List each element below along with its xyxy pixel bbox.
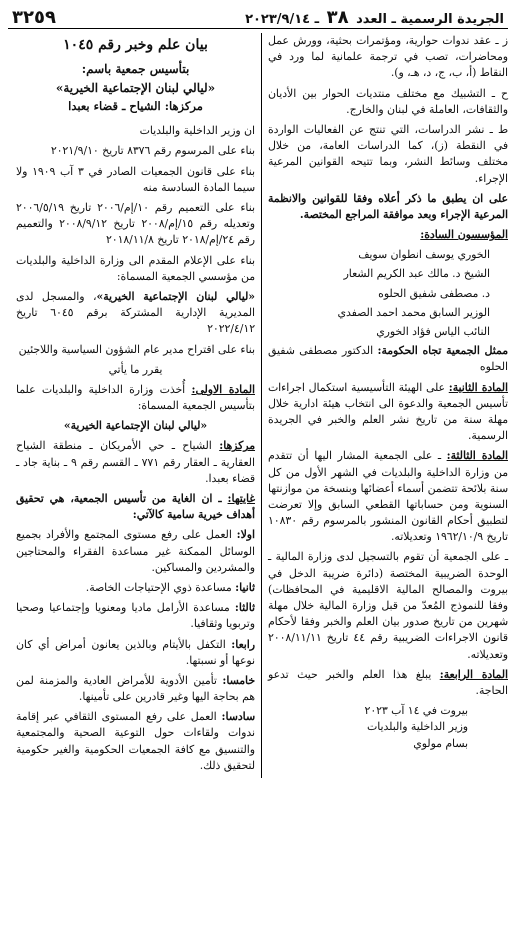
decision-line: يقرر ما يأتي xyxy=(108,362,163,376)
article-label: المادة الثالثة: xyxy=(446,449,508,463)
paragraph-bold: على ان يطبق ما ذكر أعلاه وفقا للقوانين والانظمة المرعية الإجراء وبعد موافقة المراجع المختصة. xyxy=(268,191,508,221)
article-1 xyxy=(16,382,255,414)
article-4 xyxy=(268,667,508,699)
article-2 xyxy=(268,380,508,445)
goal-item xyxy=(16,709,255,774)
goal-item xyxy=(16,580,255,596)
article-text: على الهيئة التأسيسية استكمال اجراءات تأسيس الجمعية والدعوة الى انتخاب هيئة ادارية خلال مهلة سنة من تاريخ نشر العلم والخبر في الجريدة الرسمية. xyxy=(268,380,508,443)
goal-text: العمل على رفع مستوى المجتمع والأفراد بجميع الوسائل الممكنة غير مساعدة الفقراء والمحتاجين والمشردين والمساكين. xyxy=(16,528,255,574)
signature-line: وزير الداخلية والبلديات xyxy=(367,720,468,734)
hq-text: الشياح ـ حي الأمريكان ـ منطقة الشياح العقارية ـ العقار رقم ٧٧١ ـ القسم رقم ٩ ـ بناية جاد ـ قضاء بعبدا. xyxy=(16,439,255,485)
signature-block xyxy=(268,703,508,752)
paragraph: بناء على المرسوم رقم ٨٣٧٦ تاريخ ٢٠٢١/٩/١٠ xyxy=(50,144,255,158)
signature-line: بسام مولوي xyxy=(413,736,468,750)
goal-label: خامسا: xyxy=(222,673,255,687)
notice-title: بيان علم وخبر رقم ١٠٤٥ xyxy=(63,37,208,53)
article-text: يبلغ هذا العلم والخبر حيث تدعو الحاجة. xyxy=(268,667,508,697)
paragraph-text: ، والمسجل لدى المديرية الإدارية المشتركة برقم ٦٠٤٥ تاريخ ٢٠٢٢/٤/١٢ xyxy=(16,289,255,336)
paragraph: بناء على قانون الجمعيات الصادر في ٣ آب ١٩٠٩ ولا سيما المادة السادسة منه xyxy=(16,164,255,194)
goal-label: اولا: xyxy=(236,528,255,542)
goal-label: ثانيا: xyxy=(235,580,255,594)
article-text: ـ على الجمعية المشار اليها أن تتقدم من وزارة الداخلية والبلديات في الشهر الأول من كل سنة بلائحة تتضمن أسماء أعضائها وبنسخة من موازنتها السنوية ومن حساباتها القطعي السابق وإلا تعرضت لتطبيق أحكام القانون المنشور بالمرسوم رقم ١٠٨٣٠ تاريخ ١٩٦٢/١٠/٩ وتعديلاته. xyxy=(268,449,508,544)
left-column xyxy=(16,33,262,778)
association-name: «ليالي لبنان الإجتماعية الخيرية» xyxy=(63,419,208,433)
goals xyxy=(16,491,255,523)
goal-item xyxy=(16,637,255,669)
hq-label: مركزها: xyxy=(219,439,256,453)
columns xyxy=(8,33,508,778)
goal-text: مساعدة الأرامل ماديا ومعنويا وإجتماعيا وصحيا وتربويا وثقافيا. xyxy=(16,601,255,631)
page-number: ٣٢٥٩ xyxy=(12,6,56,28)
headquarters xyxy=(16,438,255,487)
founders-list xyxy=(268,247,508,340)
article-3 xyxy=(268,448,508,545)
paragraph xyxy=(16,289,255,338)
goal-text: التكفل بالأيتام وبالذين يعانون أمراض أي كان نوعها أو نسبتها. xyxy=(16,637,255,667)
signature-line: بيروت في ١٤ آب ٢٠٢٣ xyxy=(364,704,468,718)
founder-item: الوزير السابق محمد احمد الصفدي xyxy=(337,305,490,319)
founder-item: د. مصطفى شفيق الحلوه xyxy=(378,286,490,300)
goal-item xyxy=(16,527,255,576)
paragraph: بناء على الإعلام المقدم الى وزارة الداخلية والبلديات من مؤسسي الجمعية المسماة: xyxy=(16,253,255,283)
representative-label: ممثل الجمعية تجاه الحكومة: xyxy=(377,344,508,358)
goal-text: العمل على رفع المستوى الثقافي عبر إقامة ندوات ولقاءات حول التوعية الصحية والمجتمعية والتنسيق مع كافة الجمعيات الحكومية والغير حكومية لتحقيق ذلك. xyxy=(16,710,255,772)
founder-item: النائب الياس فؤاد الخوري xyxy=(376,325,490,338)
article-label: المادة الثانية: xyxy=(448,380,508,394)
association-hq-heading: مركزها: الشياح ـ قضاء بعبدا xyxy=(68,99,203,113)
article-label: المادة الرابعة: xyxy=(439,667,508,681)
gazette-name: الجريدة الرسمية ـ العدد xyxy=(356,11,504,27)
goal-text: تأمين الأدوية للأمراض العادية والمزمنة لمن هم بحاجة اليها وغير قادرين على تأمينها. xyxy=(16,673,255,704)
goals-label: غايتها: xyxy=(227,492,255,505)
goal-label: سادسا: xyxy=(221,710,255,724)
paragraph: ـ على الجمعية أن تقوم بالتسجيل لدى وزارة المالية ـ الوحدة الضريبية المختصة (دائرة ضريبة الدخل في بيروت والمصالح المالية الاقليمية في المحافظات) وفقا للنموذج المُعدّ من قبل وزارة المالية خلال مهلة شهرين من تاريخ صدور بيان العلم والخبر وفقا لأحكام قانون الاجراءات الضريبية رقم ٤٤ تاريخ ٢٠٠٨/١١/١١ وتعديلاته. xyxy=(268,550,508,661)
paragraph: بناء على اقتراح مدير عام الشؤون السياسية واللاجئين xyxy=(18,342,255,356)
association-name: «ليالي لبنان الإجتماعية الخيرية» xyxy=(96,289,255,303)
association-name-heading: «ليالي لبنان الإجتماعية الخيرية» xyxy=(55,81,216,95)
gazette-issue-info xyxy=(245,7,504,28)
page-header xyxy=(8,6,508,29)
article-text: أُخذت وزارة الداخلية والبلديات علما بتأسيس الجمعية المسماة: xyxy=(16,382,255,413)
goal-text: مساعدة ذوي الإحتياجات الخاصة. xyxy=(85,580,232,594)
goal-label: رابعا: xyxy=(231,637,255,651)
paragraph: ان وزير الداخلية والبلديات xyxy=(139,124,255,138)
founder-item: الشيخ د. مالك عبد الكريم الشعار xyxy=(343,267,490,281)
goal-item xyxy=(16,673,255,705)
goal-label: ثالثا: xyxy=(234,601,255,615)
representative xyxy=(268,343,508,375)
right-column xyxy=(262,33,508,778)
goal-item xyxy=(16,600,255,632)
paragraph: بناء على التعميم رقم ١٠/إم/٢٠٠٦ تاريخ ٢٠٠٦/٥/١٩ وتعديله رقم ١٥/إم/٢٠٠٨ تاريخ ٢٠٠٨/٩/١٢ والتعميم رقم ٢٤/إم/٢٠١٨ تاريخ ٢٠١٨/١١/٨ xyxy=(16,201,255,247)
founder-item: الخوري يوسف انطوان سويف xyxy=(358,248,490,262)
founders-heading: المؤسسون السادة: xyxy=(420,228,508,242)
paragraph: ز ـ عقد ندوات حوارية، ومؤتمرات بحثية، وورش عمل ومحاضرات، تصب في ترجمة علمانية لما ورد في النقاط (أ، ب، ج، د، هـ، و). xyxy=(268,34,508,80)
issue-number: ٣٨ xyxy=(326,6,349,28)
paragraph: ط ـ نشر الدراسات، التي تنتج عن الفعاليات الواردة في النقطة (ز)، كما الدراسات العامة، من خلال مختلف وسائط النشر، وبما تتيحه القوانين المرعية الإجراء. xyxy=(268,122,508,185)
issue-date: ـ ٢٠٢٣/٩/١٤ xyxy=(245,11,320,27)
article-label: المادة الاولى: xyxy=(191,382,255,396)
representative-name: الدكتور مصطفى شفيق الحلوه xyxy=(268,344,508,374)
notice-subtitle: بتأسيس جمعية باسم: xyxy=(81,62,190,76)
paragraph: ح ـ التشبيك مع مختلف منتديات الحوار بين الأديان والثقافات، العاملة في لبنان والخارج. xyxy=(268,86,508,116)
goals-text: ـ ان الغاية من تأسيس الجمعية، هي تحقيق أهداف خيرية سامية كالآتي: xyxy=(16,492,255,522)
